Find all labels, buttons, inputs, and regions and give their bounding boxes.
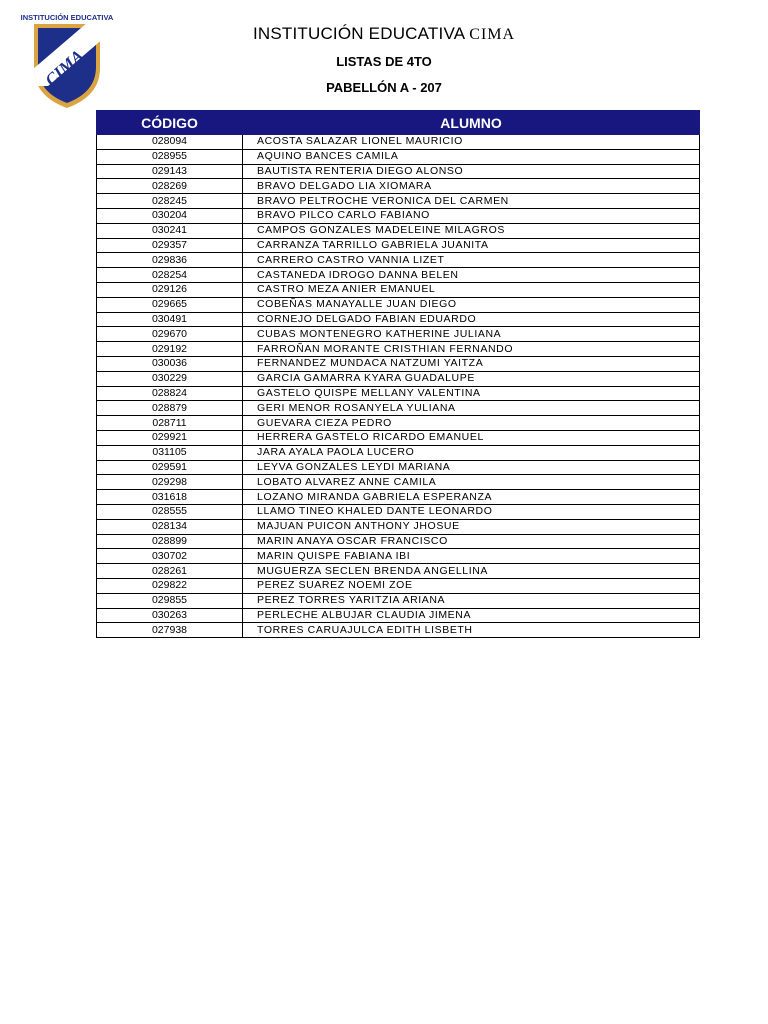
student-code: 028824 [97,386,243,401]
table-row [97,208,700,223]
student-code: 029357 [97,238,243,253]
student-name: HERRERA GASTELO RICARDO EMANUEL [243,430,700,445]
table-row [97,268,700,283]
table-row [97,253,700,268]
student-code: 030491 [97,312,243,327]
student-name: CORNEJO DELGADO FABIAN EDUARDO [243,312,700,327]
student-code: 028261 [97,564,243,579]
student-code: 029298 [97,475,243,490]
table-row [97,608,700,623]
student-name: LLAMO TINEO KHALED DANTE LEONARDO [243,504,700,519]
table-row [97,430,700,445]
student-code: 030036 [97,356,243,371]
page-title [0,24,768,44]
student-name: CASTANEDA IDROGO DANNA BELEN [243,268,700,283]
pavilion-label: PABELLÓN A - 207 [326,80,442,95]
student-name: PEREZ SUAREZ NOEMI ZOE [243,578,700,593]
table-row [97,445,700,460]
student-name: FERNANDEZ MUNDACA NATZUMI YAITZA [243,356,700,371]
table-row [97,490,700,505]
column-header-student: ALUMNO [243,111,700,135]
student-code: 028899 [97,534,243,549]
table-row [97,356,700,371]
student-code: 028094 [97,135,243,150]
table-row [97,238,700,253]
table-row [97,194,700,209]
student-code: 028555 [97,504,243,519]
logo-top-text: INSTITUCIÓN EDUCATIVA [20,13,114,22]
student-name: LOBATO ALVAREZ ANNE CAMILA [243,475,700,490]
table-row [97,460,700,475]
table-row [97,475,700,490]
student-name: TORRES CARUAJULCA EDITH LISBETH [243,623,700,638]
list-subtitle: LISTAS DE 4TO [336,54,432,69]
student-code: 027938 [97,623,243,638]
student-name: CARRERO CASTRO VANNIA LIZET [243,253,700,268]
table-row [97,135,700,150]
student-code: 029855 [97,593,243,608]
student-name: JARA AYALA PAOLA LUCERO [243,445,700,460]
column-header-code: CÓDIGO [97,111,243,135]
table-row [97,519,700,534]
table-row [97,386,700,401]
table-header-row [97,111,700,135]
student-code: 030263 [97,608,243,623]
student-code: 028254 [97,268,243,283]
table-row [97,223,700,238]
student-code: 031618 [97,490,243,505]
student-name: FARROÑAN MORANTE CRISTHIAN FERNANDO [243,342,700,357]
student-code: 028711 [97,416,243,431]
student-name: GERI MENOR ROSANYELA YULIANA [243,401,700,416]
title-brand: CIMA [469,26,516,43]
student-code: 028269 [97,179,243,194]
table-row [97,312,700,327]
student-code: 028879 [97,401,243,416]
student-code: 029822 [97,578,243,593]
student-name: BRAVO DELGADO LIA XIOMARA [243,179,700,194]
student-name: GUEVARA CIEZA PEDRO [243,416,700,431]
table-row [97,549,700,564]
table-row [97,504,700,519]
student-name: PERLECHE ALBUJAR CLAUDIA JIMENA [243,608,700,623]
table-row [97,593,700,608]
student-code: 029836 [97,253,243,268]
student-name: AQUINO BANCES CAMILA [243,149,700,164]
student-name: MUGUERZA SECLEN BRENDA ANGELLINA [243,564,700,579]
student-code: 029591 [97,460,243,475]
student-name: ACOSTA SALAZAR LIONEL MAURICIO [243,135,700,150]
student-code: 030241 [97,223,243,238]
table-row [97,164,700,179]
student-name: GASTELO QUISPE MELLANY VALENTINA [243,386,700,401]
student-name: COBEÑAS MANAYALLE JUAN DIEGO [243,297,700,312]
student-code: 030702 [97,549,243,564]
student-code: 029670 [97,327,243,342]
student-name: LEYVA GONZALES LEYDI MARIANA [243,460,700,475]
table-row [97,282,700,297]
student-code: 028245 [97,194,243,209]
student-table [96,110,700,638]
student-code: 030204 [97,208,243,223]
student-code: 029192 [97,342,243,357]
table-row [97,534,700,549]
student-name: CASTRO MEZA ANIER EMANUEL [243,282,700,297]
student-name: GARCIA GAMARRA KYARA GUADALUPE [243,371,700,386]
logo-emblem-text: CIMA [41,45,88,90]
student-name: MAJUAN PUICON ANTHONY JHOSUE [243,519,700,534]
table-row [97,297,700,312]
student-code: 029665 [97,297,243,312]
student-code: 028134 [97,519,243,534]
student-code: 029126 [97,282,243,297]
student-code: 031105 [97,445,243,460]
table-row [97,416,700,431]
student-name: BRAVO PELTROCHE VERONICA DEL CARMEN [243,194,700,209]
table-row [97,371,700,386]
student-name: PEREZ TORRES YARITZIA ARIANA [243,593,700,608]
table-row [97,342,700,357]
student-name: MARIN ANAYA OSCAR FRANCISCO [243,534,700,549]
student-name: LOZANO MIRANDA GABRIELA ESPERANZA [243,490,700,505]
student-name: CAMPOS GONZALES MADELEINE MILAGROS [243,223,700,238]
student-name: MARIN QUISPE FABIANA IBI [243,549,700,564]
student-name: BRAVO PILCO CARLO FABIANO [243,208,700,223]
student-code: 029921 [97,430,243,445]
table-row [97,578,700,593]
table-row [97,149,700,164]
student-code: 029143 [97,164,243,179]
title-prefix: INSTITUCIÓN EDUCATIVA [252,24,465,43]
student-code: 028955 [97,149,243,164]
table-row [97,623,700,638]
student-name: CUBAS MONTENEGRO KATHERINE JULIANA [243,327,700,342]
student-name: CARRANZA TARRILLO GABRIELA JUANITA [243,238,700,253]
table-row [97,327,700,342]
table-row [97,401,700,416]
table-row [97,179,700,194]
student-name: BAUTISTA RENTERIA DIEGO ALONSO [243,164,700,179]
student-code: 030229 [97,371,243,386]
table-row [97,564,700,579]
